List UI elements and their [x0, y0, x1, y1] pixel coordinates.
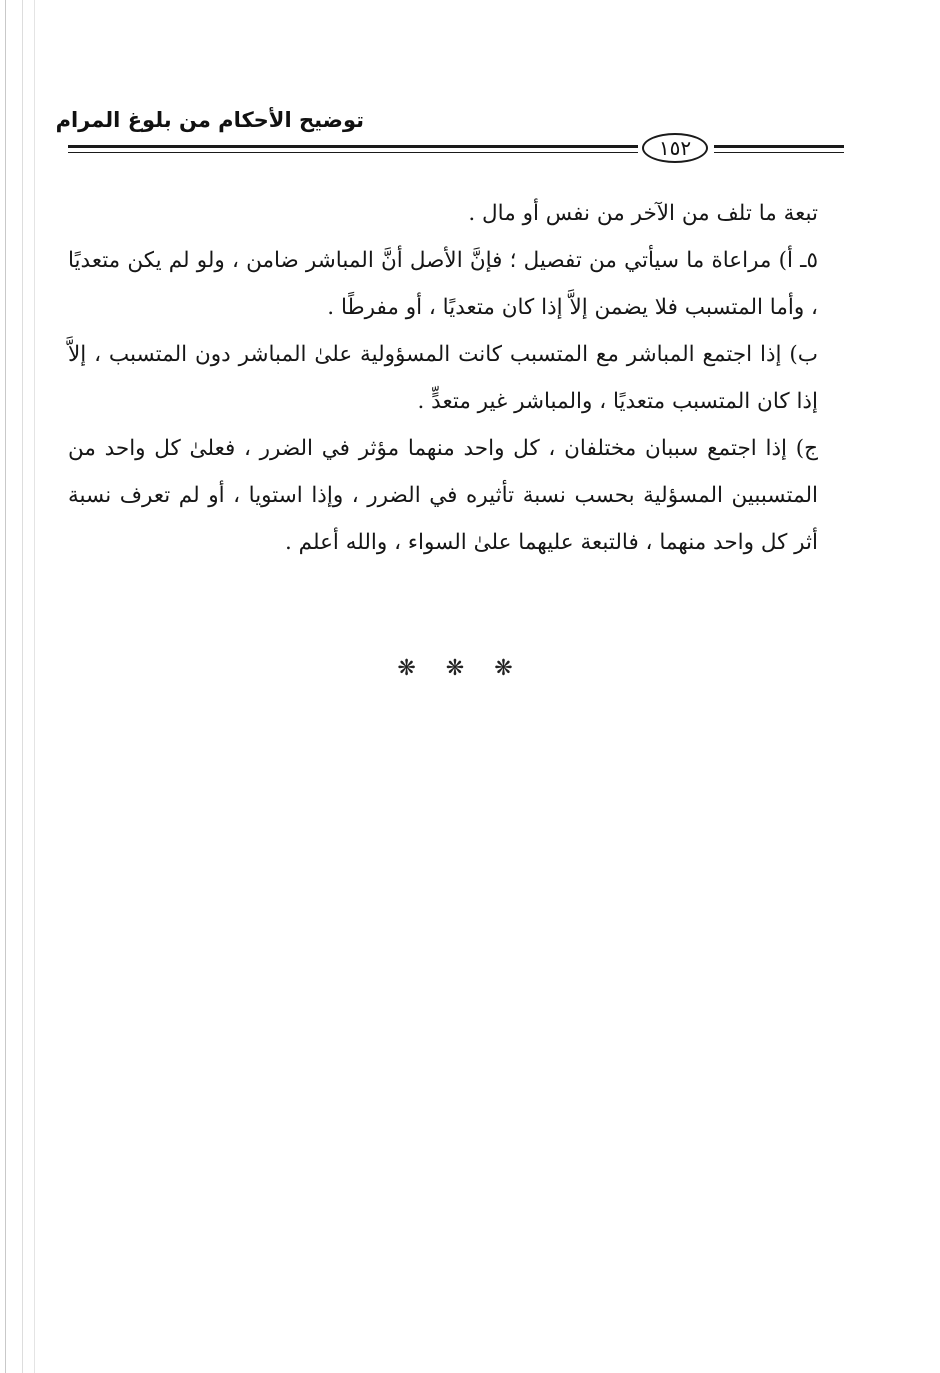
page-body	[68, 190, 818, 566]
header-rule-thin	[68, 152, 638, 153]
page-number: ١٥٢	[642, 133, 708, 163]
header-rule-thin	[714, 152, 844, 153]
paragraph-point-c: ج) إذا اجتمع سببان مختلفان ، كل واحد منهما مؤثر في الضرر ، فعلىٰ كل واحد من المتسببين المسؤلية بحسب نسبة تأثيره في الضرر ، وإذا استويا ، أو لم تعرف نسبة أثر كل واحد منهما ، فالتبعة عليهما علىٰ السواء ، والله أعلم .	[68, 436, 818, 555]
paragraph-point-a: ٥ـ أ) مراعاة ما سيأتي من تفصيل ؛ فإنَّ الأصل أنَّ المباشر ضامن ، ولو لم يكن متعديًا ، وأما المتسبب فلا يضمن إلاَّ إذا كان متعديًا ، أو مفرطًا .	[68, 248, 818, 320]
page-header	[55, 100, 844, 170]
scan-edge-line	[22, 0, 23, 1373]
header-rule	[68, 145, 638, 148]
paragraph-point-b: ب) إذا اجتمع المباشر مع المتسبب كانت المسؤولية علىٰ المباشر دون المتسبب ، إلاَّ إذا كان المتسبب متعديًا ، والمباشر غير متعدٍّ .	[68, 342, 818, 414]
header-rule	[714, 145, 844, 148]
paragraph-continuation: تبعة ما تلف من الآخر من نفس أو مال .	[468, 201, 818, 226]
book-title: توضيح الأحكام من بلوغ المرام	[55, 108, 364, 132]
scan-edge-line	[5, 0, 6, 1373]
section-separator: ❋❋❋	[397, 656, 543, 681]
scan-edge-line	[34, 0, 35, 1373]
